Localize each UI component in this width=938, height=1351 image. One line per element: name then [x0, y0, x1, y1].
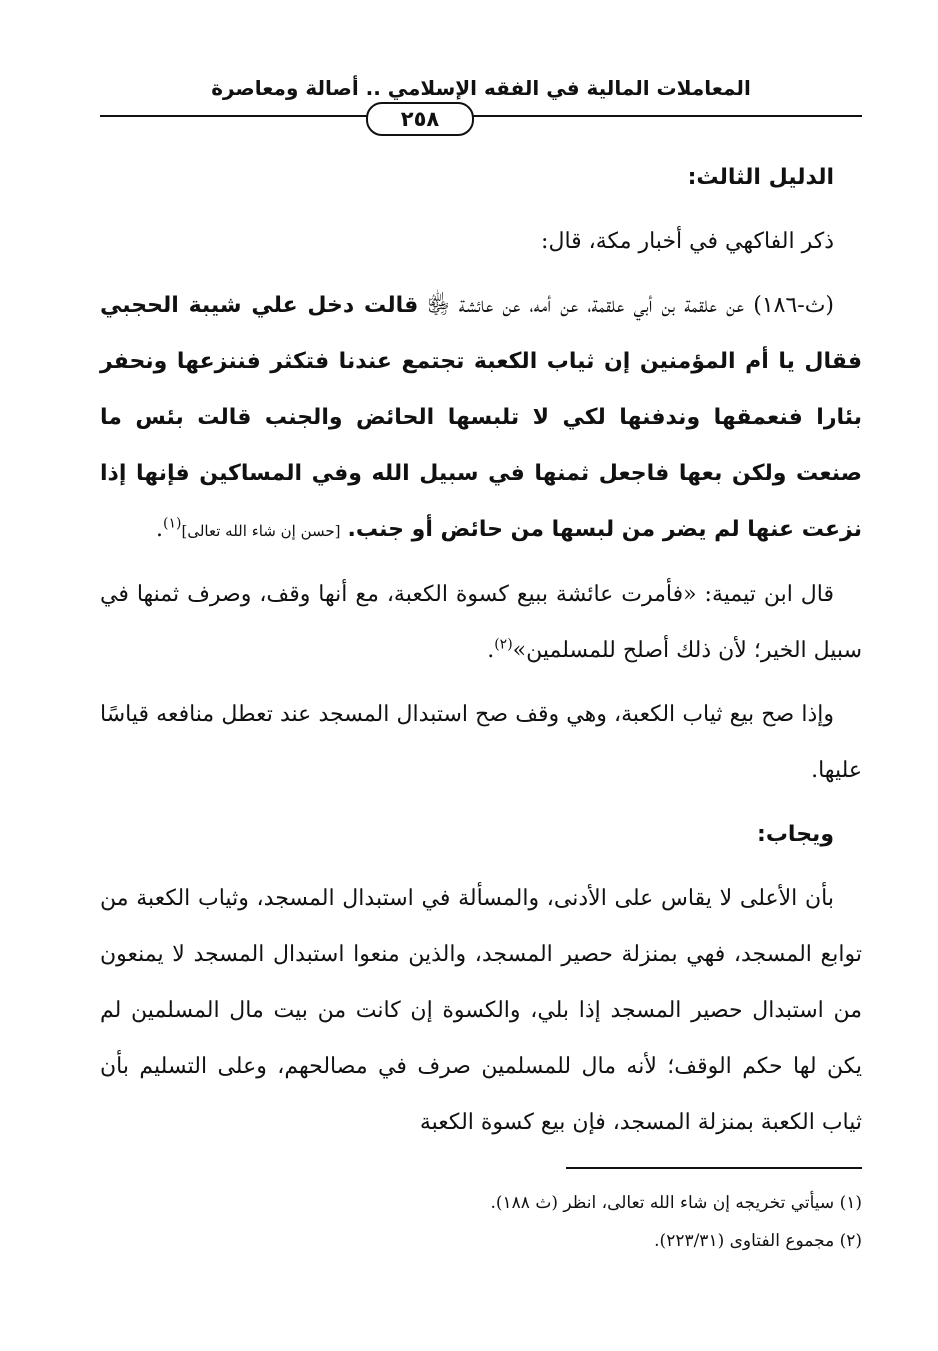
narration-chain: (ث-١٨٦) عن علقمة بن أبي علقمة، عن أمه، عن عائشة ﵂ [427, 293, 835, 318]
section-heading-response: ويجاب: [757, 822, 834, 847]
narration-grade: [حسن إن شاء الله تعالى] [181, 522, 341, 540]
footnote-rule [566, 1167, 862, 1169]
narration-paragraph [100, 278, 862, 559]
header-rule [100, 115, 862, 117]
ibn-taymiyya-text: قال ابن تيمية: «فأمرت عائشة ببيع كسوة الكعبة، مع أنها وقف، وصرف ثمنها في سبيل الخير؛ لأن ذلك أصلح للمسلمين» [100, 582, 862, 663]
footnote-ref-2: (٢) [494, 636, 513, 653]
intro-paragraph: ذكر الفاكهي في أخبار مكة، قال: [541, 229, 834, 254]
footnote-2: (٢) مجموع الفتاوى (٢٢٣/٣١). [654, 1231, 862, 1251]
section-heading-third-proof: الدليل الثالث: [687, 165, 834, 190]
ibn-taymiyya-end-period: . [487, 638, 495, 663]
main-text [100, 150, 862, 1159]
footnotes [100, 1184, 862, 1260]
response-paragraph: بأن الأعلى لا يقاس على الأدنى، والمسألة في استبدال المسجد، وثياب الكعبة من توابع المسجد، فهي بمنزلة حصير المسجد، والذين منعوا استبدال المسجد لا يمنعون من استبدال حصير المسجد إذا بلي، والكسوة إن كانت من بيت مال المسلمين لم يكن لها حكم الوقف؛ لأنه مال للمسلمين صرف في مصالحهم، وعلى التسليم بأن ثياب الكعبة بمنزلة المسجد، فإن بيع كسوة الكعبة [100, 886, 862, 1135]
footnote-ref-1: (١) [163, 515, 182, 532]
page-number: ٢٥٨ [366, 102, 474, 136]
analogy-paragraph: وإذا صح بيع ثياب الكعبة، وهي وقف صح استبدال المسجد عند تعطل منافعه قياسًا عليها. [100, 702, 862, 783]
narration-text: قالت دخل علي شيبة الحجبي فقال يا أم المؤمنين إن ثياب الكعبة تجتمع عندنا فتكثر فننزعها ونحفر بئارا فنعمقها وندفنها لكي لا تلبسها الحائض والجنب قالت بئس ما صنعت ولكن بعها فاجعل ثمنها في سبيل الله وفي المساكين فإنها إذا نزعت عنها لم يضر من لبسها من حائض أو جنب. [100, 293, 862, 542]
running-title: المعاملات المالية في الفقه الإسلامي .. أصالة ومعاصرة [211, 76, 751, 100]
narration-end-period: . [156, 517, 164, 542]
ibn-taymiyya-paragraph [100, 567, 862, 679]
page-header [100, 58, 862, 148]
footnote-1: (١) سيأتي تخريجه إن شاء الله تعالى، انظر (ث ١٨٨). [490, 1193, 862, 1213]
